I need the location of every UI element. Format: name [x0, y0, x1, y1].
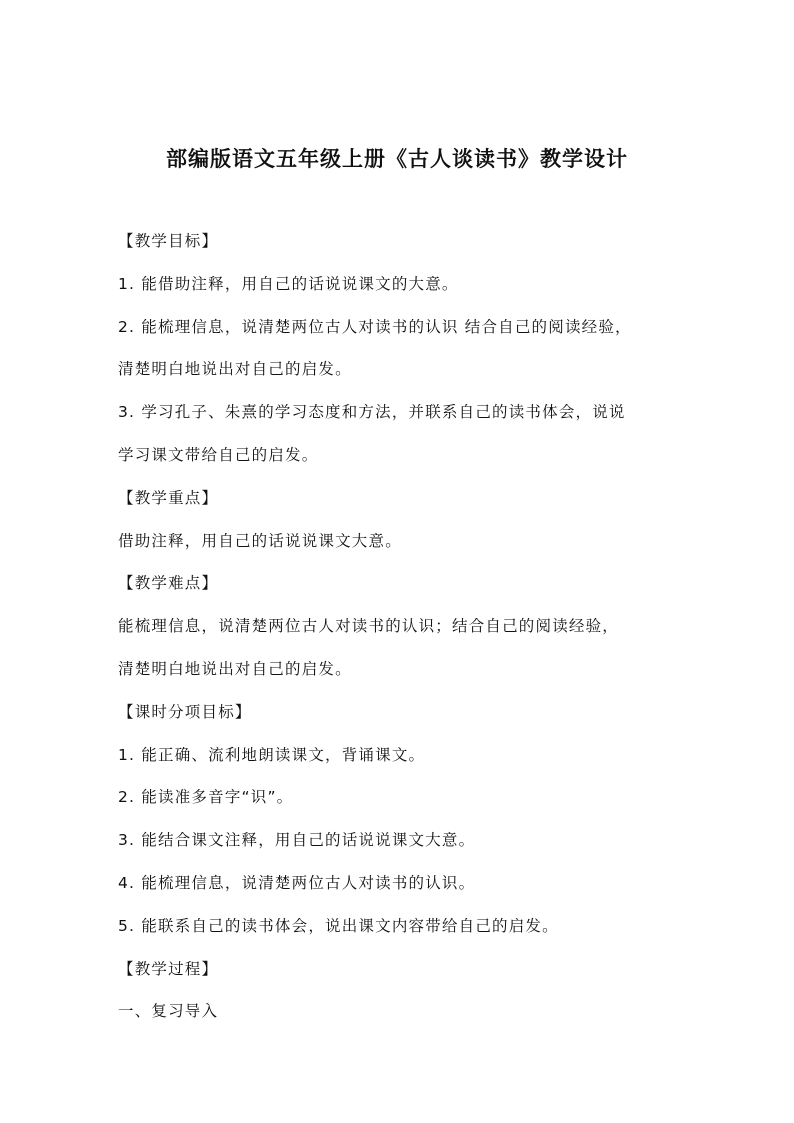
goal-item-3: 3. 学习孔子、朱熹的学习态度和方法，并联系自己的读书体会，说说: [118, 403, 626, 422]
goal-item-3-continued: 学习课文带给自己的启发。: [118, 445, 319, 464]
key-point-text: 借助注释，用自己的话说说课文大意。: [118, 531, 402, 550]
lesson-goal-1: 1. 能正确、流利地朗读课文，背诵课文。: [118, 745, 426, 764]
document-body: [118, 226, 684, 1039]
goal-item-2-continued: 清楚明白地说出对自己的启发。: [118, 360, 352, 379]
heading-teaching-process: 【教学过程】: [118, 959, 219, 978]
lesson-goal-5: 5. 能联系自己的读书体会，说出课文内容带给自己的启发。: [118, 916, 559, 935]
heading-teaching-goals: 【教学目标】: [118, 232, 219, 250]
heading-lesson-goals: 【课时分项目标】: [118, 702, 252, 721]
heading-difficulties: 【教学难点】: [118, 574, 219, 593]
heading-key-points: 【教学重点】: [118, 488, 219, 507]
document-title: 部编版语文五年级上册《古人谈读书》教学设计: [166, 146, 628, 171]
section-review-intro: 一、复习导入: [118, 1002, 219, 1021]
goal-item-2: 2. 能梳理信息，说清楚两位古人对读书的认识 结合自己的阅读经验，: [118, 317, 632, 336]
difficulty-text: 能梳理信息，说清楚两位古人对读书的认识；结合自己的阅读经验，: [118, 617, 620, 636]
goal-item-1: 1. 能借助注释，用自己的话说说课文的大意。: [118, 274, 459, 293]
lesson-goal-2: 2. 能读准多音字“识”。: [118, 788, 294, 807]
lesson-goal-3: 3. 能结合课文注释，用自己的话说说课文大意。: [118, 831, 476, 850]
difficulty-text-continued: 清楚明白地说出对自己的启发。: [118, 659, 352, 678]
lesson-goal-4: 4. 能梳理信息，说清楚两位古人对读书的认识。: [118, 873, 476, 892]
